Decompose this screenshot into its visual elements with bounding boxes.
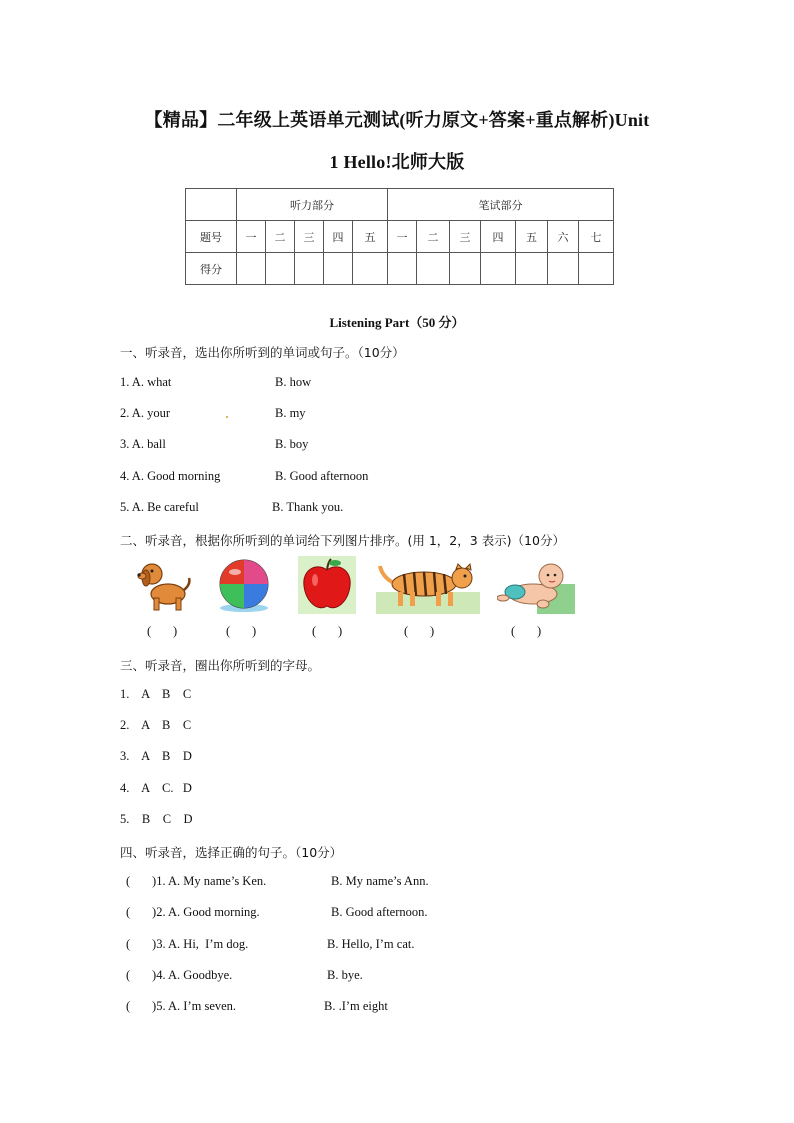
answer-bracket[interactable]: ( ) [511, 624, 542, 638]
written-num: 七 [579, 221, 614, 253]
document-title-line1: 【精品】二年级上英语单元测试(听力原文+答案+重点解析)Unit [144, 110, 650, 130]
section2-heading: 二、听录音，根据你所听到的单词给下列图片排序。(用 1，2，3 表示)（10分） [120, 533, 565, 548]
written-num: 一 [388, 221, 417, 253]
letter-choice-row: 4. A C. D [120, 781, 192, 795]
answer-bracket[interactable]: ( ) [147, 624, 178, 638]
stray-dot [226, 416, 228, 418]
section1-item-b: B. my [275, 406, 306, 420]
section4-item-b: B. My name’s Ann. [331, 874, 429, 888]
listening-num: 五 [353, 221, 388, 253]
listening-num: 三 [295, 221, 324, 253]
tiger-picture [376, 556, 480, 614]
written-num: 四 [481, 221, 516, 253]
answer-bracket[interactable]: ( ) [312, 624, 343, 638]
baby-picture [497, 556, 575, 614]
section1-item-b: B. boy [275, 437, 309, 451]
section1-item-b: B. how [275, 375, 312, 389]
score-cell[interactable] [417, 253, 450, 285]
score-cell[interactable] [324, 253, 353, 285]
section4-item-a: ( )4. A. Goodbye. [126, 968, 233, 982]
dog-picture [136, 556, 192, 614]
section3-heading: 三、听录音，圈出你所听到的字母。 [120, 658, 321, 673]
listening-num: 四 [324, 221, 353, 253]
written-header: 笔试部分 [388, 189, 614, 221]
score-cell[interactable] [295, 253, 324, 285]
letter-choice-row: 5. B C D [120, 812, 193, 826]
listening-part-title: Listening Part（50 分） [329, 315, 465, 330]
section1-item-a: 2. A. your [120, 406, 170, 420]
score-cell[interactable] [388, 253, 417, 285]
section4-item-a: ( )1. A. My name’s Ken. [126, 874, 267, 888]
written-num: 三 [450, 221, 481, 253]
letter-choice-row: 1. A B C [120, 687, 192, 701]
section4-heading: 四、听录音，选择正确的句子。（10分） [120, 845, 343, 860]
section4-item-a: ( )2. A. Good morning. [126, 905, 260, 919]
section1-item-a: 1. A. what [120, 375, 172, 389]
score-cell[interactable] [450, 253, 481, 285]
section1-item-b: B. Good afternoon [275, 469, 369, 483]
section1-item-a: 3. A. ball [120, 437, 166, 451]
listening-num: 二 [266, 221, 295, 253]
document-title-line2: 1 Hello!北师大版 [329, 152, 465, 172]
section1-item-a: 4. A. Good morning [120, 469, 221, 483]
section4-item-a: ( )5. A. I’m seven. [126, 999, 237, 1013]
score-label: 得分 [186, 253, 237, 285]
written-num: 六 [548, 221, 579, 253]
section4-item-b: B. Good afternoon. [331, 905, 428, 919]
answer-bracket[interactable]: ( ) [404, 624, 435, 638]
section4-item-a: ( )3. A. Hi, I’m dog. [126, 937, 249, 951]
score-cell[interactable] [481, 253, 516, 285]
score-cell[interactable] [237, 253, 266, 285]
section4-item-b: B. .I’m eight [324, 999, 388, 1013]
answer-bracket[interactable]: ( ) [226, 624, 257, 638]
score-cell[interactable] [548, 253, 579, 285]
section1-heading: 一、听录音，选出你所听到的单词或句子。（10分） [120, 345, 405, 360]
question-label: 题号 [186, 221, 237, 253]
score-cell[interactable] [516, 253, 548, 285]
listening-header: 听力部分 [237, 189, 388, 221]
written-num: 二 [417, 221, 450, 253]
section4-item-b: B. bye. [327, 968, 363, 982]
apple-picture [298, 556, 356, 614]
score-table [185, 188, 614, 285]
letter-choice-row: 3. A B D [120, 749, 192, 763]
section1-item-b: B. Thank you. [272, 500, 344, 514]
section1-item-a: 5. A. Be careful [120, 500, 199, 514]
score-table-corner [186, 189, 237, 221]
letter-choice-row: 2. A B C [120, 718, 192, 732]
ball-picture [213, 556, 275, 614]
written-num: 五 [516, 221, 548, 253]
score-cell[interactable] [266, 253, 295, 285]
listening-num: 一 [237, 221, 266, 253]
section4-item-b: B. Hello, I’m cat. [327, 937, 415, 951]
score-cell[interactable] [579, 253, 614, 285]
score-cell[interactable] [353, 253, 388, 285]
